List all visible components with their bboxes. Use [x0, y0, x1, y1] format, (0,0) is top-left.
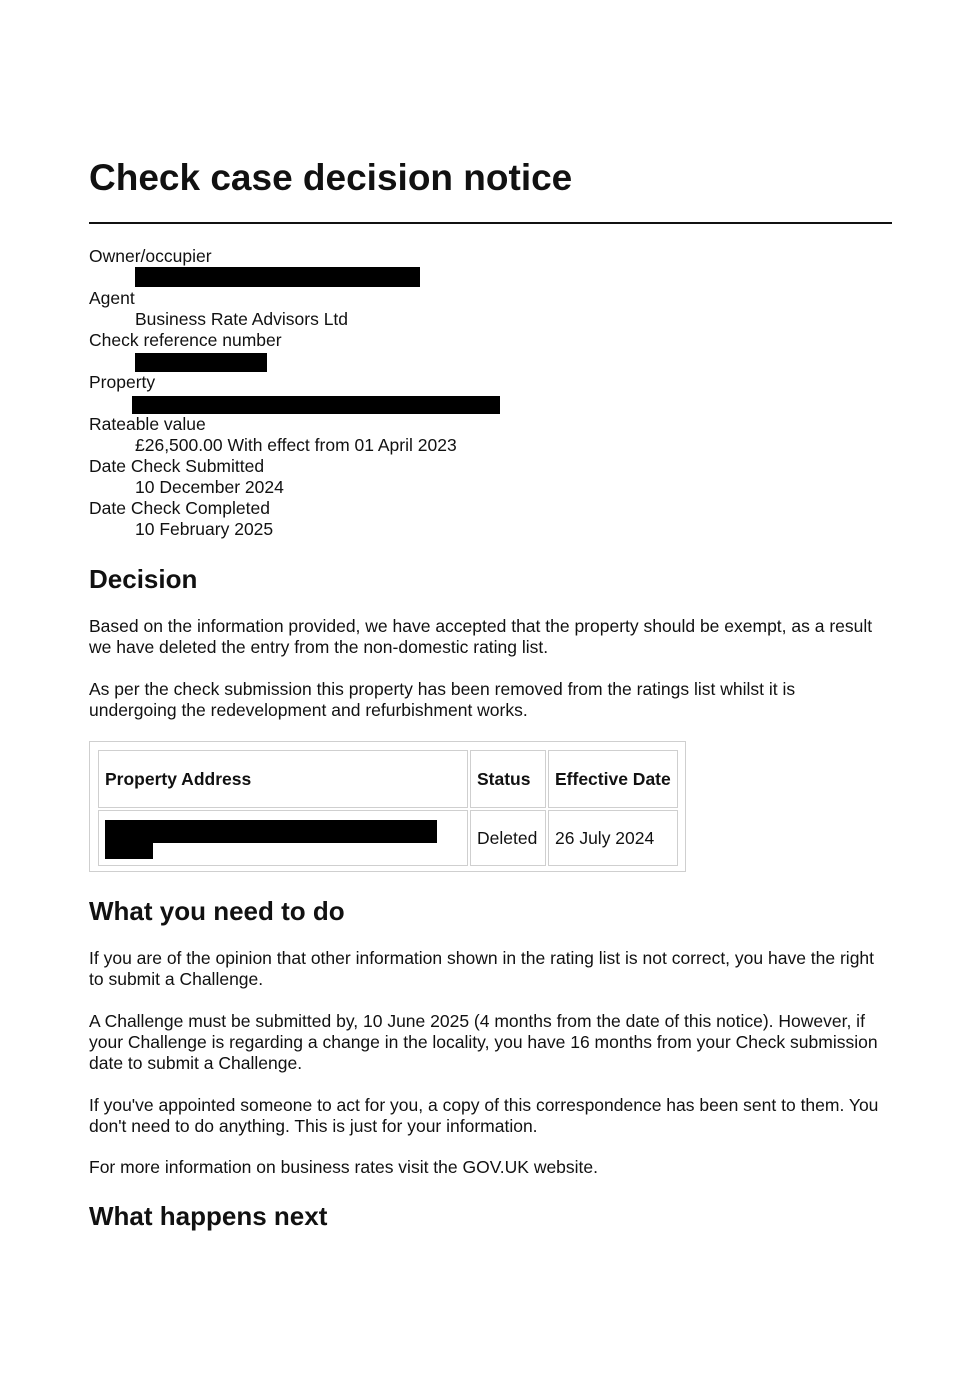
property-value — [89, 393, 889, 414]
date-completed-value: 10 February 2025 — [135, 519, 274, 539]
page-title: Check case decision notice — [89, 157, 573, 198]
table-cell-address — [98, 810, 468, 866]
rateable-value-label: Rateable value — [89, 414, 206, 434]
what-to-do-heading: What you need to do — [89, 896, 345, 926]
case-details — [89, 246, 889, 540]
title-divider — [89, 222, 892, 224]
table-header-status: Status — [470, 750, 546, 808]
redaction-block-address — [105, 820, 437, 843]
table-header-address: Property Address — [98, 750, 468, 808]
table-header-effective-date: Effective Date — [548, 750, 678, 808]
what-to-do-paragraph-3: If you've appointed someone to act for you, a copy of this correspondence has been sent to them. You don't need to do anything. This is just for your information. — [89, 1095, 879, 1136]
property-table — [89, 741, 686, 872]
date-submitted-label: Date Check Submitted — [89, 456, 265, 476]
agent-label: Agent — [89, 288, 135, 308]
property-label: Property — [89, 372, 156, 392]
date-completed-label: Date Check Completed — [89, 498, 270, 518]
decision-heading: Decision — [89, 564, 198, 594]
table-cell-status: Deleted — [470, 810, 546, 866]
what-to-do-paragraph-1: If you are of the opinion that other information shown in the rating list is not correct, you have the right to submit a Challenge. — [89, 948, 875, 989]
redaction-block-property — [132, 396, 500, 414]
rateable-value: £26,500.00 With effect from 01 April 2023 — [135, 435, 457, 455]
check-reference-value — [89, 351, 889, 372]
what-happens-next-heading: What happens next — [89, 1201, 328, 1231]
redaction-block-address-line2 — [105, 843, 153, 859]
what-to-do-paragraph-2: A Challenge must be submitted by, 10 June 2025 (4 months from the date of this notice). However, if your Challenge is regarding a change in the locality, you have 16 months from your Check submission date to submit a Challenge. — [89, 1011, 878, 1073]
table-cell-effective-date: 26 July 2024 — [548, 810, 678, 866]
redaction-block-reference — [135, 353, 267, 372]
owner-value — [89, 267, 889, 288]
redaction-block-owner — [135, 267, 420, 287]
check-reference-label: Check reference number — [89, 330, 282, 350]
decision-paragraph-1: Based on the information provided, we have accepted that the property should be exempt, as a result we have deleted the entry from the non-domestic rating list. — [89, 616, 873, 657]
agent-value: Business Rate Advisors Ltd — [135, 309, 349, 329]
date-submitted-value: 10 December 2024 — [135, 477, 284, 497]
owner-label: Owner/occupier — [89, 246, 212, 266]
what-to-do-paragraph-4: For more information on business rates visit the GOV.UK website. — [89, 1157, 599, 1177]
decision-paragraph-2: As per the check submission this property has been removed from the ratings list whilst it is undergoing the redevelopment and refurbishment works. — [89, 679, 796, 720]
